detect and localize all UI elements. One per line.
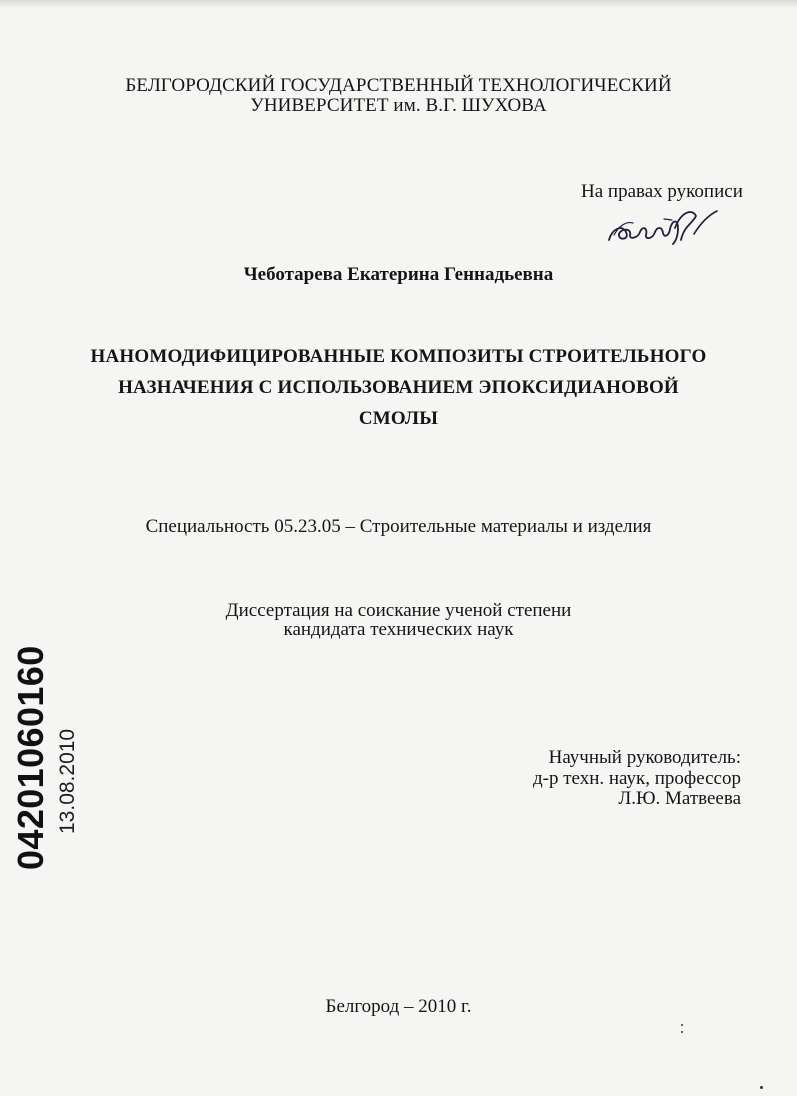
scan-top-edge: [0, 0, 797, 8]
archive-stamp-date: 13.08.2010: [56, 728, 79, 834]
specialty: Специальность 05.23.05 – Строительные материалы и изделия: [145, 516, 652, 537]
scan-speck: [760, 1086, 763, 1089]
city-year: Белгород – 2010 г.: [325, 996, 472, 1017]
scan-speck: [681, 1031, 683, 1033]
author-name: Чеботарева Екатерина Геннадьевна: [243, 264, 554, 285]
degree-line-2: кандидата технических наук: [283, 619, 514, 640]
manuscript-rights-note: На правах рукописи: [581, 181, 743, 202]
supervisor-label: Научный руководитель:: [548, 747, 741, 768]
handwritten-signature: [604, 204, 720, 246]
archive-stamp-number: 04201060160: [10, 645, 51, 870]
dissertation-title-line-2: НАЗНАЧЕНИЯ С ИСПОЛЬЗОВАНИЕМ ЭПОКСИДИАНОВОЙ: [118, 377, 679, 398]
scan-speck: [681, 1024, 683, 1026]
supervisor-title: д-р техн. наук, профессор: [532, 768, 741, 789]
dissertation-title-line-3: СМОЛЫ: [358, 408, 439, 429]
university-name-line-2: УНИВЕРСИТЕТ им. В.Г. ШУХОВА: [250, 95, 547, 116]
dissertation-title-line-1: НАНОМОДИФИЦИРОВАННЫЕ КОМПОЗИТЫ СТРОИТЕЛЬНОГО: [90, 346, 707, 367]
degree-line-1: Диссертация на соискание ученой степени: [225, 600, 572, 621]
university-name-line-1: БЕЛГОРОДСКИЙ ГОСУДАРСТВЕННЫЙ ТЕХНОЛОГИЧЕСКИЙ: [125, 75, 672, 96]
supervisor-name: Л.Ю. Матвеева: [618, 788, 741, 809]
